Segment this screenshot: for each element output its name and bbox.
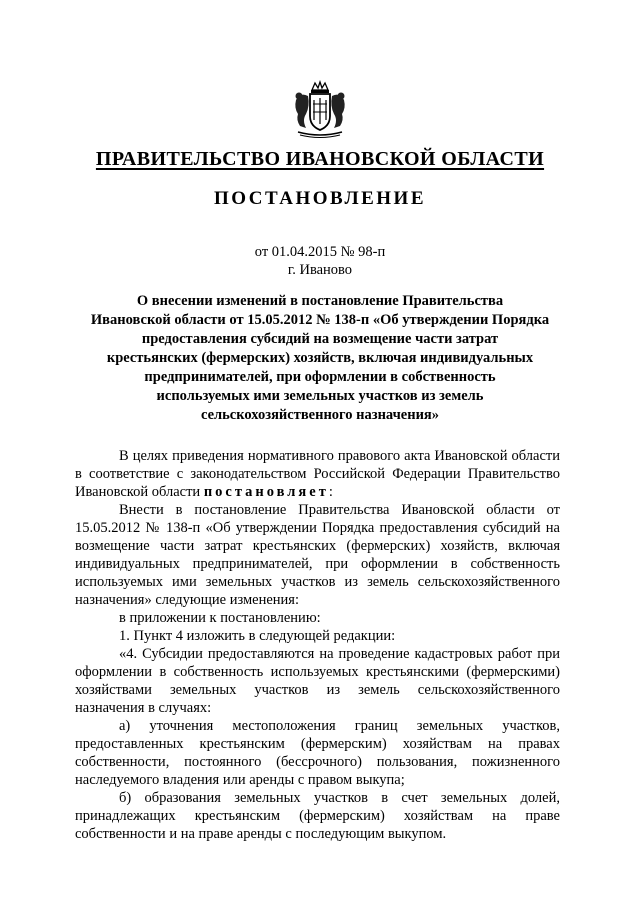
paragraph-item-1: 1. Пункт 4 изложить в следующей редакции: — [119, 628, 396, 644]
title-line: сельскохозяйственного назначения» — [200, 407, 440, 423]
paragraph-appendix: в приложении к постановлению: — [119, 610, 321, 626]
document-body — [75, 447, 560, 843]
organization-name: ПРАВИТЕЛЬСТВО ИВАНОВСКОЙ ОБЛАСТИ — [95, 148, 545, 170]
document-meta — [0, 243, 640, 279]
paragraph-amend: Внести в постановление Правительства Ивановской области от 15.05.2012 № 138-п «Об утверждении Порядка предоставления субсидий на возмещение части затрат крестьянских (фермерских) хозяйств, включая индивидуальных предпринимателей, при оформлении в собственность используемых ими земельных участков из земель сельскохозяйственного назначения» следующие изменения: — [75, 502, 560, 608]
title-line: О внесении изменений в постановление Правительства — [136, 293, 504, 309]
title-line: крестьянских (фермерских) хозяйств, включая индивидуальных — [106, 350, 534, 366]
paragraph-preamble: В целях приведения нормативного правового акта Ивановской области в соответствие с законодательством Российской Федерации Правительство Ивановской области постановляет: — [75, 448, 560, 500]
document-type: ПОСТАНОВЛЕНИЕ — [213, 188, 427, 209]
title-line: Ивановской области от 15.05.2012 № 138-п «Об утверждении Порядка — [90, 312, 550, 328]
paragraph-subclause-a: а) уточнения местоположения границ земельных участков, предоставленных крестьянским (фермерским) хозяйствам на правах собственности, постоянного (бессрочного) пользования, пожизненного наследуемого владения или аренды с правом выкупа; — [75, 718, 560, 788]
title-line: используемых ими земельных участков из земель — [156, 388, 484, 404]
paragraph-clause-4: «4. Субсидии предоставляются на проведение кадастровых работ при оформлении в собственность используемых крестьянскими (фермерскими) хозяйствами земельных участков из земель сельскохозяйственного назначения в случаях: — [75, 646, 560, 716]
paragraph-subclause-b: б) образования земельных участков в счет земельных долей, принадлежащих крестьянским (фермерским) хозяйствам на праве собственности и на праве аренды с последующим выкупом. — [75, 790, 560, 842]
document-title — [70, 292, 570, 425]
title-line: предпринимателей, при оформлении в собственность — [144, 369, 496, 385]
document-city: г. Иваново — [287, 262, 353, 278]
document-date-number: от 01.04.2015 № 98-п — [254, 244, 386, 260]
resolves-word: постановляет — [203, 484, 329, 500]
title-line: предоставления субсидий на возмещение части затрат — [141, 331, 499, 347]
coat-of-arms-icon — [288, 80, 352, 138]
